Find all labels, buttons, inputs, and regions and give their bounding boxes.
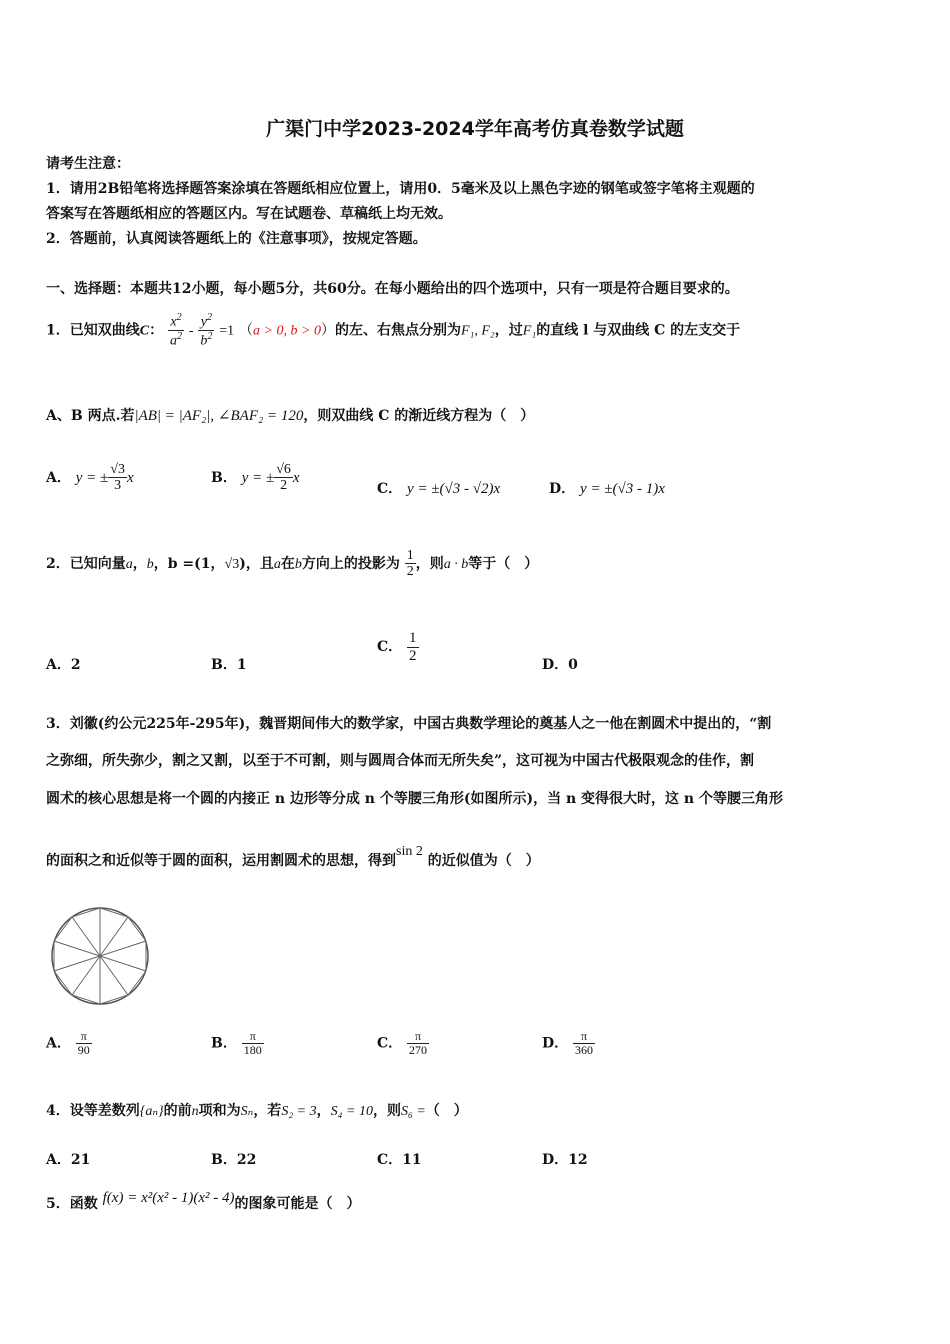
q1-option-a-label: A． bbox=[46, 469, 71, 486]
q2-text6: ，则 bbox=[415, 555, 444, 572]
q4-option-b[interactable]: B．22 bbox=[211, 1152, 257, 1168]
q1-colon: ： bbox=[149, 322, 164, 339]
q5-text1: 5．函数 bbox=[46, 1196, 98, 1212]
q1-line2-prefix: A、B 两点.若 bbox=[46, 408, 135, 424]
q1-option-a[interactable]: A． y = ± $\frac{√3}{3}$ x bbox=[46, 462, 134, 494]
q3-option-c-label: C． bbox=[377, 1035, 403, 1052]
q1-line2-tail: ，则双曲线 C 的渐近线方程为（ ） bbox=[303, 408, 535, 424]
q4-option-d[interactable]: D．12 bbox=[542, 1152, 588, 1168]
notice-heading: 请考生注意： bbox=[46, 156, 130, 172]
q2-projection: $\frac{1}{2}$ bbox=[406, 548, 414, 580]
q2-text5: 方向上的投影为 bbox=[301, 555, 400, 572]
q3-option-c[interactable]: C． $\frac{\pi}{270}$ bbox=[377, 1029, 428, 1058]
q1-option-b-label: B． bbox=[211, 469, 237, 486]
q4-sn: Sₙ bbox=[240, 1104, 254, 1119]
notice-item1-line2: 答案写在答题纸相应的答题区内。写在试题卷、草稿纸上均无效。 bbox=[46, 206, 452, 222]
question-3-line2: 之弥细，所失弥少，割之又割，以至于不可割，则与圆周合体而无所失矣”，这可视为中国古代极限观念的佳作，割 bbox=[46, 753, 755, 769]
q1-f1: F₁ bbox=[522, 323, 537, 339]
question-1-line2 bbox=[46, 405, 534, 425]
question-4 bbox=[46, 1100, 468, 1120]
q3-option-a[interactable]: A． $\frac{\pi}{90}$ bbox=[46, 1029, 90, 1058]
q1-option-c-expr: y = ±(√3 - √2)x bbox=[407, 481, 501, 497]
circle-division-figure bbox=[46, 906, 156, 1006]
q2-option-c[interactable]: C． $\frac{1}{2}$ bbox=[377, 630, 417, 664]
q1-frac-y: $\frac{y^2}{b^2}$ bbox=[200, 312, 213, 349]
q1-option-c[interactable] bbox=[377, 478, 500, 498]
q5-text2: 的图象可能是（ ） bbox=[234, 1196, 361, 1212]
q4-text5: ， bbox=[316, 1103, 331, 1119]
q1-foci: F₁, F₂ bbox=[460, 323, 495, 339]
q1-curve-name: C bbox=[139, 323, 150, 339]
q2-text3: )，且 bbox=[239, 555, 274, 572]
q1-prefix: 1．已知双曲线 bbox=[46, 322, 140, 339]
q2-option-d[interactable]: D．0 bbox=[542, 657, 578, 673]
question-3-line4 bbox=[46, 844, 540, 870]
q4-option-a[interactable]: A．21 bbox=[46, 1152, 91, 1168]
q1-option-b[interactable]: B． y = ± $\frac{√6}{2}$ x bbox=[211, 462, 300, 494]
q2-option-a[interactable]: A．2 bbox=[46, 657, 81, 673]
q2-vector-b: b bbox=[146, 556, 154, 572]
q4-text6: ，则 bbox=[372, 1103, 401, 1119]
q5-function: f(x) = x²(x² - 1)(x² - 4) bbox=[102, 1190, 235, 1206]
q4-s4: S₄ = 10 bbox=[330, 1104, 373, 1119]
q3-option-b-label: B． bbox=[211, 1035, 237, 1052]
q2-vector-a2: a bbox=[273, 556, 281, 572]
q1-option-c-label: C． bbox=[377, 481, 403, 497]
q3-line4a: 的面积之和近似等于圆的面积，运用割圆术的思想，得到 bbox=[46, 853, 396, 869]
q4-text3: 项和为 bbox=[198, 1103, 241, 1119]
q2-text7: 等于（ ） bbox=[468, 555, 539, 572]
q2-comma: ， bbox=[132, 555, 147, 572]
page-title: 广渠门中学2023-2024学年高考仿真卷数学试题 bbox=[266, 118, 684, 140]
q4-text4: ，若 bbox=[253, 1103, 282, 1119]
q4-sequence: {aₙ} bbox=[139, 1104, 164, 1119]
question-5 bbox=[46, 1190, 361, 1213]
q2-text1: 2．已知向量 bbox=[46, 555, 126, 572]
q2-text4: 在 bbox=[280, 555, 295, 572]
q2-b-eq: b =(1， bbox=[167, 555, 225, 572]
q2-dot-product: a · b bbox=[443, 556, 469, 572]
q2-option-c-label: C． bbox=[377, 639, 403, 655]
q1-option-d-label: D． bbox=[549, 481, 576, 497]
q1-condition: a > 0, b > 0 bbox=[253, 323, 321, 339]
notice-item1-line1: 1．请用2B铅笔将选择题答案涂填在答题纸相应位置上，请用0．5毫米及以上黑色字迹的钢笔或签字笔将主观题的 bbox=[46, 181, 755, 197]
q3-option-b[interactable]: B． $\frac{\pi}{180}$ bbox=[211, 1029, 262, 1058]
q2-vector-b2: b bbox=[294, 556, 302, 572]
notice-item2: 2．答题前，认真阅读答题纸上的《注意事项》，按规定答题。 bbox=[46, 231, 427, 247]
q1-condition2: |AB| = |AF₂|, ∠BAF₂ = 120 bbox=[134, 408, 304, 424]
q4-s6: S₆ = bbox=[400, 1104, 426, 1119]
q2-sqrt3: √3 bbox=[224, 556, 240, 572]
q4-text2: 的前 bbox=[163, 1103, 192, 1119]
q2-option-b[interactable]: B．1 bbox=[211, 657, 247, 673]
q1-frac-x: $\frac{x^2}{a^2}$ bbox=[169, 312, 182, 349]
q4-s2: S₂ = 3 bbox=[281, 1104, 317, 1119]
question-1-line1: 1．已知双曲线C： $\frac{x^2}{a^2}$ - $\frac{y^2}{b^2}$ =1 （a > 0, b > 0）的左、右焦点分别为F₁, F₂，过F₁的直线 l 与双曲线 C 的左支交于 bbox=[46, 312, 741, 349]
q4-option-c[interactable]: C．11 bbox=[377, 1152, 422, 1168]
q3-option-d[interactable]: D． $\frac{\pi}{360}$ bbox=[542, 1029, 594, 1058]
q3-line4b: 的近似值为（ ） bbox=[427, 853, 540, 869]
q1-middle: 的左、右焦点分别为 bbox=[334, 322, 461, 339]
q1-option-d[interactable] bbox=[549, 478, 665, 498]
q2-text2: ， bbox=[153, 555, 168, 572]
q3-sin2: sin 2 bbox=[396, 844, 423, 859]
q1-tail: 的直线 l 与双曲线 C 的左支交于 bbox=[536, 322, 741, 339]
section-heading: 一、选择题：本题共12小题，每小题5分，共60分。在每小题给出的四个选项中，只有一项是符合题目要求的。 bbox=[46, 281, 739, 297]
q1-after: ，过 bbox=[494, 322, 523, 339]
question-3-line3: 圆术的核心思想是将一个圆的内接正 n 边形等分成 n 个等腰三角形(如图所示)，当 n 变得很大时，这 n 个等腰三角形 bbox=[46, 791, 783, 807]
q4-text7: （ ） bbox=[425, 1103, 468, 1119]
q4-text1: 4．设等差数列 bbox=[46, 1103, 140, 1119]
q3-option-d-label: D． bbox=[542, 1035, 569, 1052]
question-2 bbox=[46, 548, 538, 580]
q2-vector-a: a bbox=[125, 556, 133, 572]
q4-n: n bbox=[191, 1104, 199, 1119]
q3-option-a-label: A． bbox=[46, 1035, 71, 1052]
q1-option-d-expr: y = ±(√3 - 1)x bbox=[580, 481, 665, 497]
question-3-line1: 3．刘徽(约公元225年-295年)，魏晋期间伟大的数学家，中国古典数学理论的奠基人之一他在割圆术中提出的，“割 bbox=[46, 716, 772, 732]
